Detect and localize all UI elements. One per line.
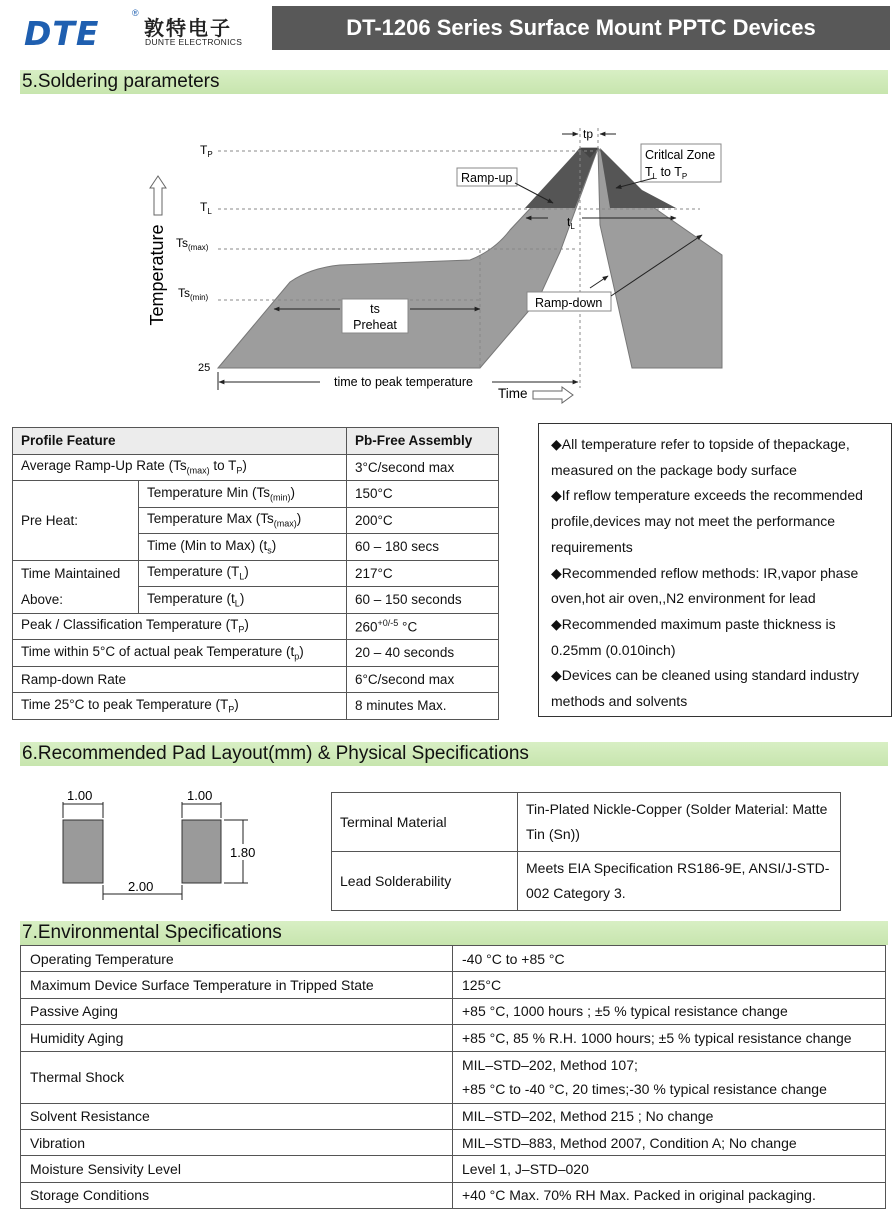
- level-25: 25: [198, 362, 211, 374]
- document-title: DT-1206 Series Surface Mount PPTC Devices: [272, 6, 890, 50]
- preheat-group-label: Pre Heat:: [13, 481, 139, 561]
- x-axis-arrow-icon: [533, 387, 573, 403]
- logo-english-name: DUNTE ELECTRONICS: [145, 37, 243, 47]
- reflow-profile-table: [12, 427, 499, 720]
- row-label: Average Ramp-Up Rate ($Ts_{(max)}$ to $T_P$): [13, 454, 347, 481]
- row-value: 60 – 150 seconds: [347, 587, 499, 614]
- table-row: [13, 454, 499, 481]
- level-tl: $T_L$: [200, 200, 212, 216]
- env-label: Moisture Sensivity Level: [21, 1156, 453, 1182]
- row-label: Peak / Classification Temperature $(T_P)$: [13, 613, 347, 640]
- table-row: [21, 1156, 886, 1182]
- table-row: [21, 1025, 886, 1051]
- env-label: Operating Temperature: [21, 946, 453, 972]
- row-label: Temperature $(t_L)$: [139, 587, 347, 614]
- table-row: [13, 666, 499, 693]
- pad-layout-diagram: [0, 780, 300, 910]
- note-item: ◆Recommended maximum paste thickness is 0.25mm (0.010inch): [551, 615, 836, 658]
- pad-left: [63, 820, 103, 883]
- env-value: MIL–STD–883, Method 2007, Condition A; No change: [453, 1129, 886, 1155]
- registered-mark: ®: [132, 8, 139, 18]
- level-ts-min: $Ts_{(min)}$: [178, 286, 209, 302]
- physical-specs-table: [331, 792, 841, 911]
- env-value: MIL–STD–202, Method 215 ; No change: [453, 1103, 886, 1129]
- table-row: [13, 693, 499, 720]
- table-row: [13, 560, 499, 587]
- row-label: Ramp-down Rate: [13, 666, 347, 693]
- spec-label: Terminal Material: [332, 793, 518, 852]
- env-value: +85 °C, 85 % R.H. 1000 hours; ±5 % typical resistance change: [453, 1025, 886, 1051]
- environmental-specs-table: [20, 945, 886, 1209]
- pad-width-right-label: 1.00: [187, 788, 213, 803]
- env-value: 125°C: [453, 972, 886, 998]
- row-value: 217°C: [347, 560, 499, 587]
- row-value: 8 minutes Max.: [347, 693, 499, 720]
- spec-value: Tin-Plated Nickle-Copper (Solder Material: Matte Tin (Sn)): [518, 793, 841, 852]
- ramp-down-label: Ramp-down: [535, 296, 603, 310]
- row-label: Temperature Min $(Ts_{(min)})$: [139, 481, 347, 508]
- reflow-profile-diagram: [0, 110, 892, 410]
- row-label: Time within 5°C of actual peak Temperature $(t_p)$: [13, 640, 347, 667]
- logo-mark: DTE: [24, 14, 100, 53]
- note-item: ◆If reflow temperature exceeds the recommended profile,devices may not meet the performance requirements: [551, 487, 863, 555]
- ts-label: ts: [370, 302, 380, 316]
- note-item: ◆Recommended reflow methods: IR,vapor phase oven,hot air oven,,N2 environment for lead: [551, 564, 859, 607]
- row-value: 200°C: [347, 507, 499, 534]
- env-value: +40 °C Max. 70% RH Max. Packed in original packaging.: [453, 1182, 886, 1208]
- table-row: [332, 852, 841, 911]
- table-row: [13, 613, 499, 640]
- row-value: 3°C/second max: [347, 454, 499, 481]
- table-header-row: [13, 428, 499, 455]
- row-value: $260^{+0/-5}$ °C: [347, 613, 499, 640]
- y-axis-arrow-icon: [150, 176, 166, 215]
- table-row: [13, 481, 499, 508]
- env-label: Passive Aging: [21, 998, 453, 1024]
- section-6-heading: 6.Recommended Pad Layout(mm) & Physical Specifications: [20, 742, 888, 766]
- row-value: 6°C/second max: [347, 666, 499, 693]
- env-value: +85 °C, 1000 hours ; ±5 % typical resistance change: [453, 998, 886, 1024]
- level-ts-max: $Ts_{(max)}$: [176, 236, 209, 252]
- pad-right: [182, 820, 221, 883]
- spec-value: Meets EIA Specification RS186-9E, ANSI/J-STD-002 Category 3.: [518, 852, 841, 911]
- env-label: Solvent Resistance: [21, 1103, 453, 1129]
- spec-label: Lead Solderability: [332, 852, 518, 911]
- env-label: Maximum Device Surface Temperature in Tripped State: [21, 972, 453, 998]
- pad-gap-label: 2.00: [128, 879, 154, 894]
- col-header-assembly: Pb-Free Assembly: [347, 428, 499, 455]
- company-logo: [24, 8, 264, 53]
- table-row: [13, 640, 499, 667]
- col-header-feature: Profile Feature: [13, 428, 347, 455]
- tp-label: tp: [583, 127, 594, 141]
- table-row: [21, 946, 886, 972]
- section-5-heading: 5.Soldering parameters: [20, 70, 888, 94]
- reflow-notes-box: [538, 423, 892, 717]
- table-row: [21, 1129, 886, 1155]
- table-row: [21, 1182, 886, 1208]
- x-axis-label: Time: [498, 386, 528, 401]
- logo-chinese-name: 敦特电子: [144, 16, 232, 40]
- env-value: MIL–STD–202, Method 107; +85 °C to -40 °C, 20 times;-30 % typical resistance change: [453, 1051, 886, 1103]
- table-row: [21, 1051, 886, 1103]
- note-item: ◆All temperature refer to topside of thepackage, measured on the package body surface: [551, 436, 850, 478]
- critical-zone-range: $T_L$ to $T_P$: [645, 165, 688, 181]
- env-value: -40 °C to +85 °C: [453, 946, 886, 972]
- env-value: Level 1, J–STD–020: [453, 1156, 886, 1182]
- preheat-label: Preheat: [353, 318, 397, 332]
- row-label: Time 25°C to peak Temperature $(T_P)$: [13, 693, 347, 720]
- env-label: Storage Conditions: [21, 1182, 453, 1208]
- table-row: [332, 793, 841, 852]
- env-label: Thermal Shock: [21, 1051, 453, 1103]
- table-row: [21, 972, 886, 998]
- ramp-up-label: Ramp-up: [461, 171, 513, 185]
- tl-label: $t_L$: [567, 215, 575, 231]
- row-value: 60 – 180 secs: [347, 534, 499, 561]
- row-label: Temperature $(T_L)$: [139, 560, 347, 587]
- row-label: Time (Min to Max) $(t_s)$: [139, 534, 347, 561]
- env-label: Vibration: [21, 1129, 453, 1155]
- row-label: Temperature Max $(Ts_{(max)})$: [139, 507, 347, 534]
- row-value: 150°C: [347, 481, 499, 508]
- critical-zone-label: Critlcal Zone: [645, 148, 716, 162]
- heating-profile-area: [218, 148, 598, 368]
- time-to-peak-label: time to peak temperature: [334, 375, 473, 389]
- y-axis-label: Temperature: [147, 224, 167, 326]
- env-label: Humidity Aging: [21, 1025, 453, 1051]
- maintained-group-label: Time Maintained Above:: [13, 560, 139, 613]
- note-item: ◆Devices can be cleaned using standard industry methods and solvents: [551, 667, 860, 710]
- section-7-heading: 7.Environmental Specifications: [20, 921, 888, 945]
- row-value: 20 – 40 seconds: [347, 640, 499, 667]
- pad-height-label: 1.80: [230, 845, 256, 860]
- table-row: [21, 1103, 886, 1129]
- level-tp: $T_P$: [200, 143, 213, 159]
- pad-width-left-label: 1.00: [67, 788, 93, 803]
- table-row: [21, 998, 886, 1024]
